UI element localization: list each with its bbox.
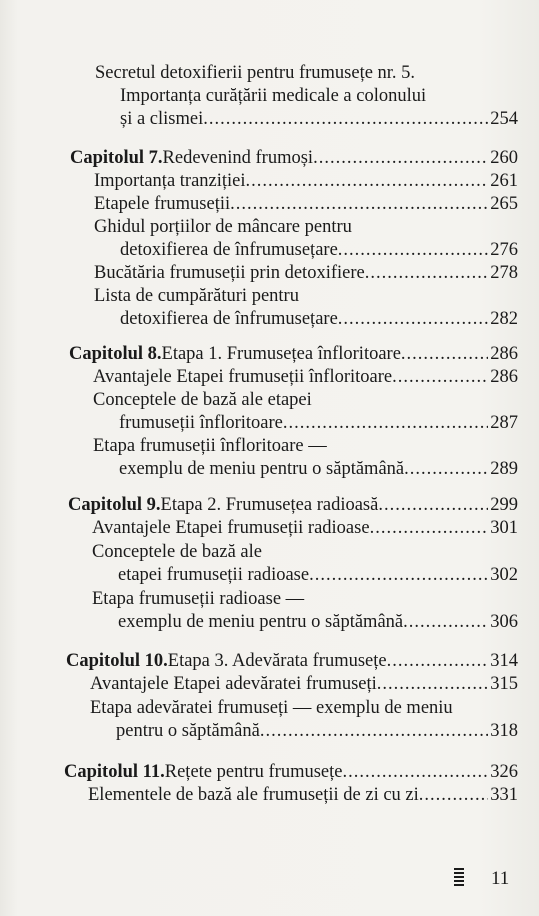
leader-dots [203, 108, 488, 130]
toc-entry [94, 285, 515, 307]
toc-entry-title: Etapa 3. Adevărata frumusețe [167, 651, 387, 671]
toc-page-number: 254 [490, 109, 518, 129]
toc-page-number: 261 [490, 171, 518, 191]
toc-page-number: 318 [490, 721, 518, 741]
leader-dots [260, 720, 488, 742]
toc-page-number: 306 [490, 612, 518, 632]
toc-page-number: 276 [490, 240, 518, 260]
toc-page-number: 315 [490, 674, 518, 694]
leader-dots [378, 494, 488, 516]
toc-entry [90, 673, 518, 695]
toc-page-number: 286 [490, 367, 518, 387]
toc-entry [94, 216, 515, 238]
leader-dots [338, 239, 488, 261]
toc-entry-title: Redevenind frumoși [162, 148, 314, 168]
toc-entry-title: etapei frumuseții radioase [118, 565, 310, 585]
toc-entry [120, 239, 518, 261]
toc-entry-title: Rețete pentru frumusețe [164, 762, 343, 782]
toc-page-number: 331 [490, 785, 518, 805]
toc-page-number: 299 [490, 495, 518, 515]
toc-entry-title: Etapa frumuseții înfloritoare — [93, 436, 327, 456]
toc-entry-title: Avantajele Etapei frumuseții înfloritoare [93, 367, 393, 387]
toc-entry [92, 541, 515, 563]
toc-entry-title: Etapa frumuseții radioase — [92, 589, 305, 609]
toc-page-number: 289 [490, 459, 518, 479]
toc-entry [94, 262, 518, 284]
toc-entry [92, 588, 515, 610]
toc-page-number: 265 [490, 194, 518, 214]
toc-chapter-entry [70, 147, 518, 169]
toc-entry [120, 85, 515, 107]
toc-entry-title: pentru o săptămână [116, 721, 260, 741]
toc-entry-title: Elementele de bază ale frumuseții de zi cu zi [88, 785, 419, 805]
toc-entry-title: Lista de cumpărături pentru [94, 286, 299, 306]
toc-chapter-entry [64, 761, 518, 783]
leader-dots [387, 650, 489, 672]
toc-entry-title: Ghidul porțiilor de mâncare pentru [94, 217, 352, 237]
leader-dots [313, 147, 488, 169]
toc-entry-title: Bucătăria frumuseții prin detoxifiere [94, 263, 365, 283]
leader-dots [365, 262, 489, 284]
toc-page-number: 287 [490, 413, 518, 433]
toc-entry-title: exemplu de meniu pentru o săptămână [119, 459, 405, 479]
toc-entry-title: Conceptele de bază ale etapei [93, 390, 312, 410]
leader-dots [377, 673, 488, 695]
chapter-number: Capitolul 10. [66, 651, 168, 671]
leader-dots [338, 308, 488, 330]
leader-dots [370, 517, 489, 539]
chapter-number: Capitolul 8. [69, 344, 162, 364]
toc-entry-title: detoxifierea de înfrumusețare [120, 309, 338, 329]
toc-entry [116, 720, 518, 742]
leader-dots [401, 343, 488, 365]
toc-entry [93, 366, 518, 388]
toc-entry-title: și a clismei [120, 109, 204, 129]
toc-page-number: 278 [490, 263, 518, 283]
toc-entry [88, 784, 518, 806]
toc-entry [119, 412, 518, 434]
toc-entry-title: Avantajele Etapei adevăratei frumuseți [90, 674, 377, 694]
toc-chapter-entry [66, 650, 518, 672]
toc-entry-title: exemplu de meniu pentru o săptămână [118, 612, 404, 632]
toc-page-number: 302 [490, 565, 518, 585]
leader-dots [230, 193, 488, 215]
toc-entry [93, 389, 515, 411]
toc-entry-title: detoxifierea de înfrumusețare [120, 240, 338, 260]
toc-entry-title: Etapa 2. Frumusețea radioasă [160, 495, 379, 515]
leader-dots [283, 412, 488, 434]
toc-entry [119, 458, 518, 480]
toc-entry [92, 517, 518, 539]
toc-entry-title: Etapa 1. Frumusețea înfloritoare [161, 344, 401, 364]
chapter-number: Capitolul 7. [70, 148, 163, 168]
toc-chapter-entry [69, 343, 518, 365]
chapter-number: Capitolul 11. [64, 762, 165, 782]
chapter-number: Capitolul 9. [68, 495, 161, 515]
toc-entry-title: Avantajele Etapei frumuseții radioase [92, 518, 370, 538]
toc-entry [90, 697, 515, 719]
toc-entry [95, 62, 515, 84]
toc-entry-title: frumuseții înfloritoare [119, 413, 283, 433]
toc-entry-title: Etapele frumuseții [94, 194, 231, 214]
decorative-stripe-mark [454, 868, 464, 888]
toc-entry [118, 611, 518, 633]
page-number: 11 [491, 868, 510, 889]
toc-entry [118, 564, 518, 586]
toc-entry [94, 193, 518, 215]
toc-chapter-entry [68, 494, 518, 516]
leader-dots [404, 458, 488, 480]
toc-entry [93, 435, 515, 457]
toc-entry-title: Conceptele de bază ale [92, 542, 262, 562]
toc-page-number: 260 [490, 148, 518, 168]
toc-page-number: 326 [490, 762, 518, 782]
toc-page-number: 286 [490, 344, 518, 364]
toc-entry-title: Importanța tranziției [94, 171, 246, 191]
leader-dots [309, 564, 488, 586]
toc-page-number: 282 [490, 309, 518, 329]
leader-dots [419, 784, 488, 806]
toc-page-number: 314 [490, 651, 518, 671]
leader-dots [246, 170, 489, 192]
toc-entry-title: Importanța curățării medicale a colonului [120, 86, 427, 106]
toc-entry-title: Etapa adevăratei frumuseți — exemplu de meniu [90, 698, 453, 718]
toc-page-number: 301 [490, 518, 518, 538]
toc-entry [120, 308, 518, 330]
toc-entry-title: Secretul detoxifierii pentru frumusețe nr. 5. [95, 63, 416, 83]
toc-entry [94, 170, 518, 192]
toc-entry [120, 108, 518, 130]
leader-dots [403, 611, 488, 633]
leader-dots [343, 761, 489, 783]
leader-dots [392, 366, 488, 388]
